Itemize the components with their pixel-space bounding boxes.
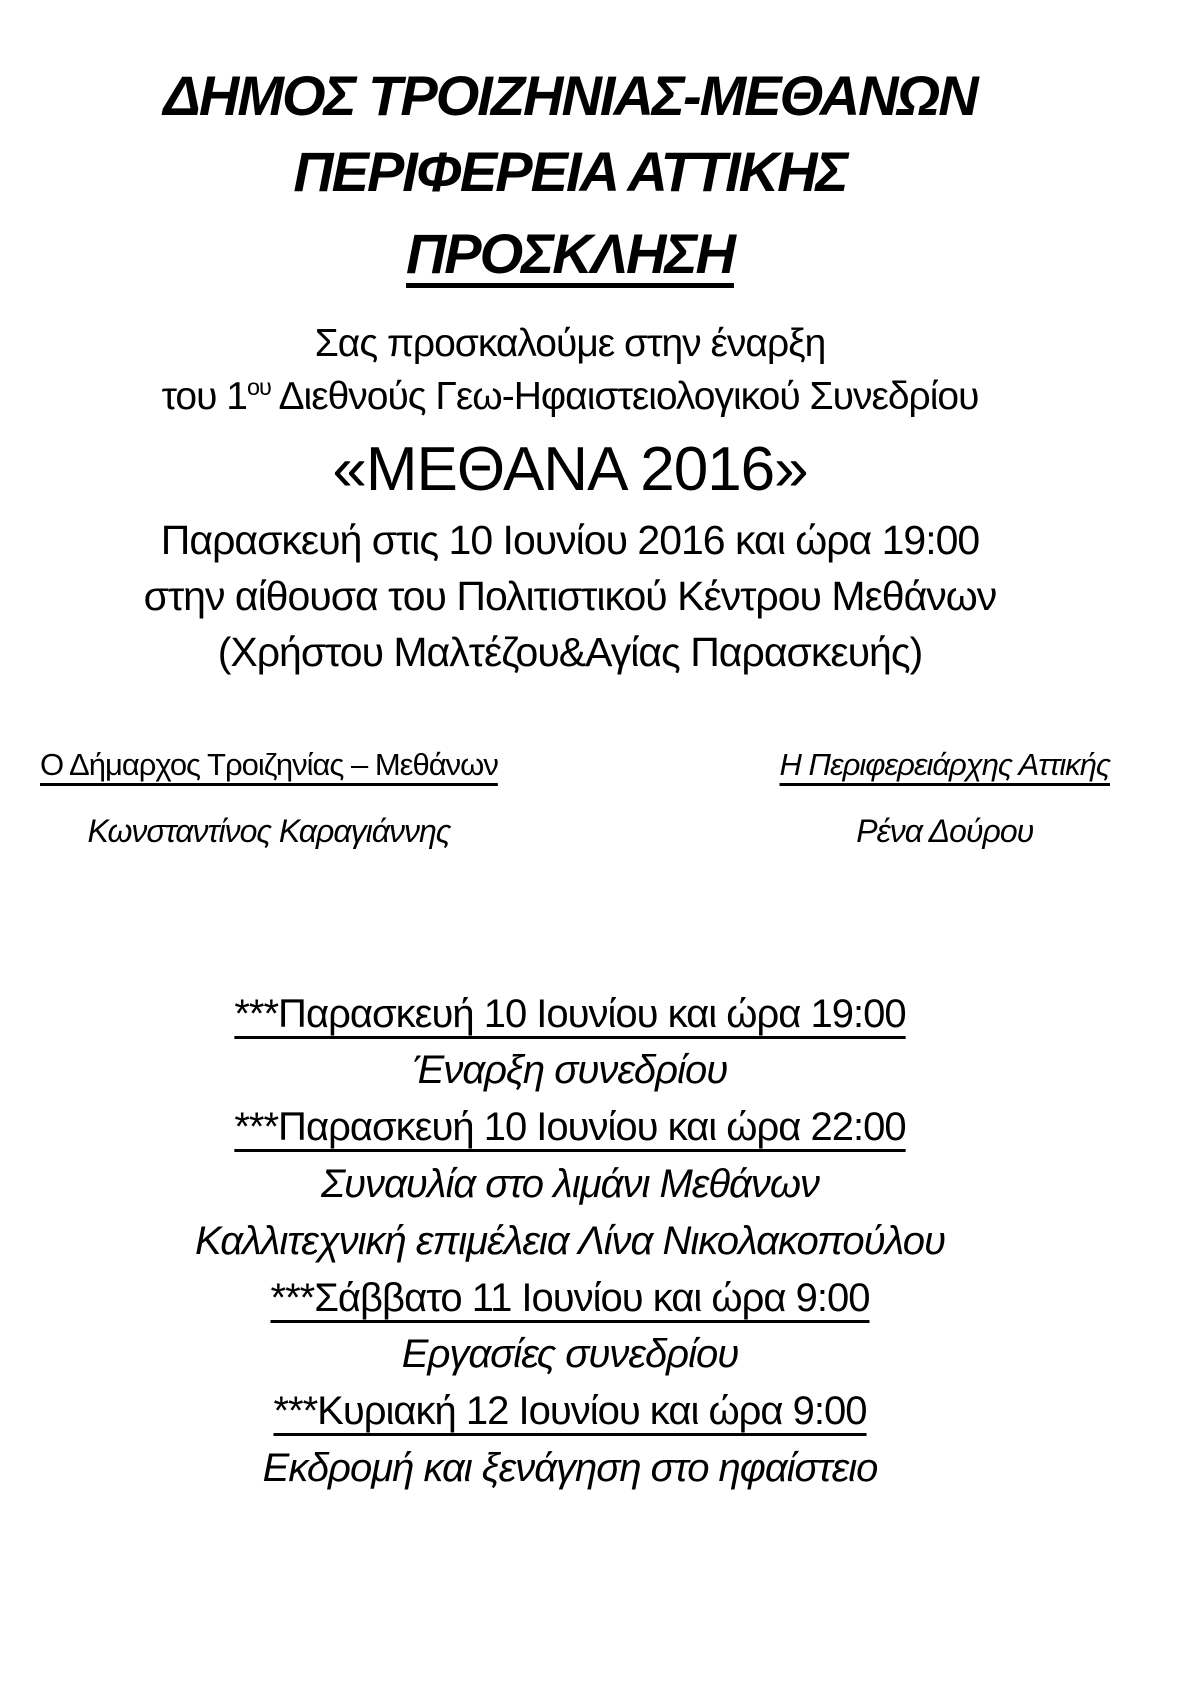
event-title: «ΜΕΘΑΝΑ 2016» — [332, 434, 808, 504]
signatures-section — [0, 747, 1200, 850]
governor-name: Ρένα Δούρου — [856, 812, 1034, 849]
schedule-heading: ***Παρασκευή 10 Ιουνίου και ώρα 19:00 — [234, 991, 906, 1036]
schedule-detail: Συναυλία στο λιμάνι Μεθάνων — [320, 1162, 820, 1206]
signature-mayor — [40, 747, 498, 850]
invitation-title: ΠΡΟΣΚΛΗΣΗ — [406, 222, 734, 286]
congress-line-suffix: Διεθνούς Γεω-Ηφαιστειολογικού Συνεδρίου — [270, 374, 979, 418]
schedule-item — [40, 1270, 1100, 1384]
schedule-item — [40, 1383, 1100, 1497]
region-title: ΠΕΡΙΦΕΡΕΙΑ ΑΤΤΙΚΗΣ — [293, 140, 847, 204]
schedule-heading: ***Κυριακή 12 Ιουνίου και ώρα 9:00 — [273, 1389, 867, 1434]
schedule-heading: ***Παρασκευή 10 Ιουνίου και ώρα 22:00 — [234, 1105, 906, 1150]
schedule-detail: Καλλιτεχνική επιμέλεια Λίνα Νικολακοπούλου — [195, 1218, 945, 1263]
signature-governor — [780, 747, 1111, 850]
event-address-line: (Χρήστου Μαλτέζου&Αγίας Παρασκευής) — [217, 628, 923, 675]
document-header — [40, 58, 1100, 292]
schedule-detail: Εκδρομή και ξενάγηση στο ηφαίστειο — [262, 1445, 878, 1490]
municipality-title: ΔΗΜΟΣ ΤΡΟΙΖΗΝΙΑΣ-ΜΕΘΑΝΩΝ — [163, 64, 977, 127]
ordinal-superscript: ου — [246, 373, 271, 400]
mayor-name: Κωνσταντίνος Καραγιάννης — [87, 812, 451, 849]
schedule-detail: Έναρξη συνεδρίου — [412, 1048, 728, 1093]
governor-title: Η Περιφερειάρχης Αττικής — [779, 746, 1110, 782]
intro-section — [40, 318, 1100, 680]
schedule-detail: Εργασίες συνεδρίου — [401, 1332, 739, 1377]
schedule-section — [0, 928, 1200, 1497]
schedule-item — [40, 986, 1100, 1100]
mayor-title: Ο Δήμαρχος Τροιζηνίας – Μεθάνων — [40, 746, 498, 782]
schedule-heading: ***Σάββατο 11 Ιουνίου και ώρα 9:00 — [270, 1275, 870, 1320]
document-content — [0, 0, 1200, 681]
event-date-line: Παρασκευή στις 10 Ιουνίου 2016 και ώρα 19:00 — [160, 517, 980, 564]
event-venue-line: στην αίθουσα του Πολιτιστικού Κέντρου Μεθάνων — [143, 573, 997, 620]
invite-line: Σας προσκαλούμε στην έναρξη — [314, 322, 826, 366]
schedule-item — [40, 1099, 1100, 1269]
congress-line-prefix: του 1 — [161, 374, 247, 418]
congress-line — [40, 371, 1100, 423]
